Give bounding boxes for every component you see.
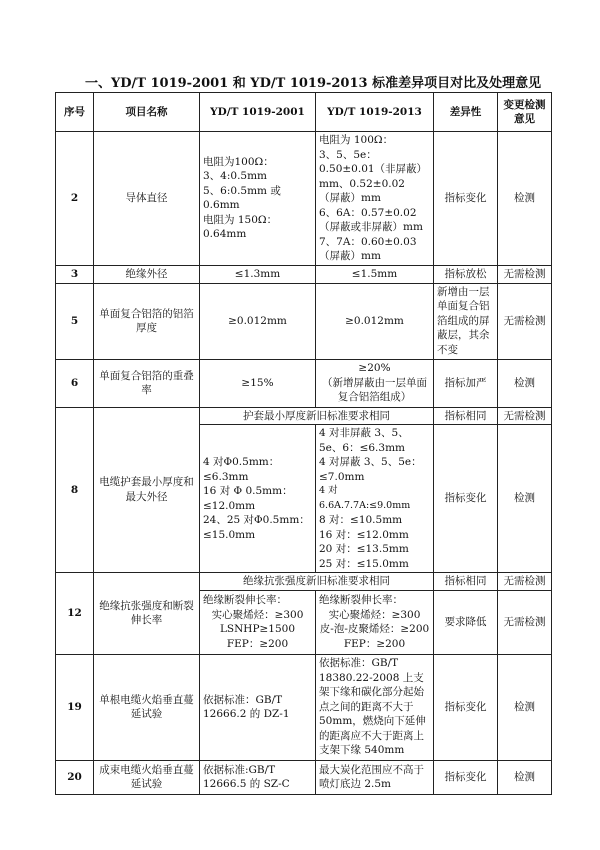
row-number: 12 xyxy=(56,573,94,655)
difference: 指标变化 xyxy=(434,425,498,573)
opinion: 无需检测 xyxy=(498,573,552,591)
table-row xyxy=(56,654,552,760)
new-spec: 最大炭化范围应不高于喷灯底边 2.5m xyxy=(316,760,434,794)
row-number: 6 xyxy=(56,359,94,407)
table-row xyxy=(56,407,552,425)
table-row xyxy=(56,359,552,407)
header-row xyxy=(56,93,552,132)
item-name: 绝缘外径 xyxy=(94,265,200,283)
old-spec: ≥0.012mm xyxy=(200,283,316,359)
difference: 指标相同 xyxy=(434,407,498,425)
header-name: 项目名称 xyxy=(94,93,200,132)
row-number: 20 xyxy=(56,760,94,794)
header-opinion: 变更检测意见 xyxy=(498,93,552,132)
new-spec: 电阻为 100Ω： 3、5、5e：0.50±0.01（非屏蔽）mm、0.52±0.02 （屏蔽）mm 6、6A：0.57±0.02（屏蔽或非屏蔽）mm 7、7A：0.60±0.03（屏蔽）mm xyxy=(316,132,434,266)
table-row xyxy=(56,265,552,283)
item-name: 单面复合铝箔的铝箔厚度 xyxy=(94,283,200,359)
header-no: 序号 xyxy=(56,93,94,132)
old-spec: ≤1.3mm xyxy=(200,265,316,283)
item-name: 绝缘抗张强度和断裂伸长率 xyxy=(94,573,200,655)
opinion: 无需检测 xyxy=(498,283,552,359)
opinion: 检测 xyxy=(498,654,552,760)
same-requirement-note: 护套最小厚度新旧标准要求相同 xyxy=(200,407,434,425)
item-name: 成束电缆火焰垂直蔓延试验 xyxy=(94,760,200,794)
new-spec: ≤1.5mm xyxy=(316,265,434,283)
old-spec: 4 对Φ0.5mm：≤6.3mm 16 对 Φ 0.5mm：≤12.0mm 24、25 对Φ0.5mm：≤15.0mm xyxy=(200,425,316,573)
item-name: 单面复合铝箔的重叠率 xyxy=(94,359,200,407)
difference: 指标加严 xyxy=(434,359,498,407)
table-row xyxy=(56,760,552,794)
old-spec: 电阻为100Ω： 3、4:0.5mm 5、6:0.5mm 或 0.6mm 电阻为 150Ω：0.64mm xyxy=(200,132,316,266)
opinion: 无需检测 xyxy=(498,265,552,283)
row-number: 8 xyxy=(56,407,94,573)
difference: 新增由一层单面复合铝箔组成的屏蔽层，其余不变 xyxy=(434,283,498,359)
old-spec: 绝缘断裂伸长率： 实心聚烯烃：≥300 LSNHP≥1500 FEP：≥200 xyxy=(200,590,316,654)
old-spec: 依据标准：GB/T 12666.2 的 DZ-1 xyxy=(200,654,316,760)
item-name: 电缆护套最小厚度和最大外径 xyxy=(94,407,200,573)
header-new: YD/T 1019-2013 xyxy=(316,93,434,132)
same-requirement-note: 绝缘抗张强度新旧标准要求相同 xyxy=(200,573,434,591)
table-row xyxy=(56,132,552,266)
new-spec: 依据标准：GB/T 18380.22-2008 上支架下缘和碳化部分起始点之间的距离不大于 50mm，燃烧向下延伸的距离应不大于距离上支架下缘 540mm xyxy=(316,654,434,760)
new-spec: 4 对非屏蔽 3、5、5e、6：≤6.3mm 4 对屏蔽 3、5、5e：≤7.0mm 4 对 6.6A.7.7A:≤9.0mm 8 对：≤10.5mm 16 对：≤12.0mm 20 对：≤13.5mm 25 对：≤15.0mm xyxy=(316,425,434,573)
old-spec: 依据标准:GB/T 12666.5 的 SZ-C xyxy=(200,760,316,794)
row-number: 5 xyxy=(56,283,94,359)
item-name: 单根电缆火焰垂直蔓延试验 xyxy=(94,654,200,760)
opinion: 无需检测 xyxy=(498,407,552,425)
opinion: 检测 xyxy=(498,425,552,573)
header-diff: 差异性 xyxy=(434,93,498,132)
opinion: 检测 xyxy=(498,760,552,794)
opinion: 检测 xyxy=(498,132,552,266)
row-number: 2 xyxy=(56,132,94,266)
item-name: 导体直径 xyxy=(94,132,200,266)
header-old: YD/T 1019-2001 xyxy=(200,93,316,132)
old-spec: ≥15% xyxy=(200,359,316,407)
difference: 指标变化 xyxy=(434,760,498,794)
difference: 指标变化 xyxy=(434,132,498,266)
new-spec: ≥20% （新增屏蔽由一层单面复合铝箔组成） xyxy=(316,359,434,407)
difference: 指标放松 xyxy=(434,265,498,283)
table-row xyxy=(56,573,552,591)
row-number: 3 xyxy=(56,265,94,283)
difference: 指标相同 xyxy=(434,573,498,591)
difference: 指标变化 xyxy=(434,654,498,760)
new-spec: ≥0.012mm xyxy=(316,283,434,359)
new-spec: 绝缘断裂伸长率： 实心聚烯烃：≥300 皮-泡-皮聚烯烃：≥200 FEP：≥200 xyxy=(316,590,434,654)
table-row xyxy=(56,283,552,359)
difference: 要求降低 xyxy=(434,590,498,654)
opinion: 无需检测 xyxy=(498,590,552,654)
opinion: 检测 xyxy=(498,359,552,407)
comparison-table xyxy=(55,92,552,795)
document-title: 一、YD/T 1019-2001 和 YD/T 1019-2013 标准差异项目对比及处理意见 xyxy=(85,76,542,91)
row-number: 19 xyxy=(56,654,94,760)
